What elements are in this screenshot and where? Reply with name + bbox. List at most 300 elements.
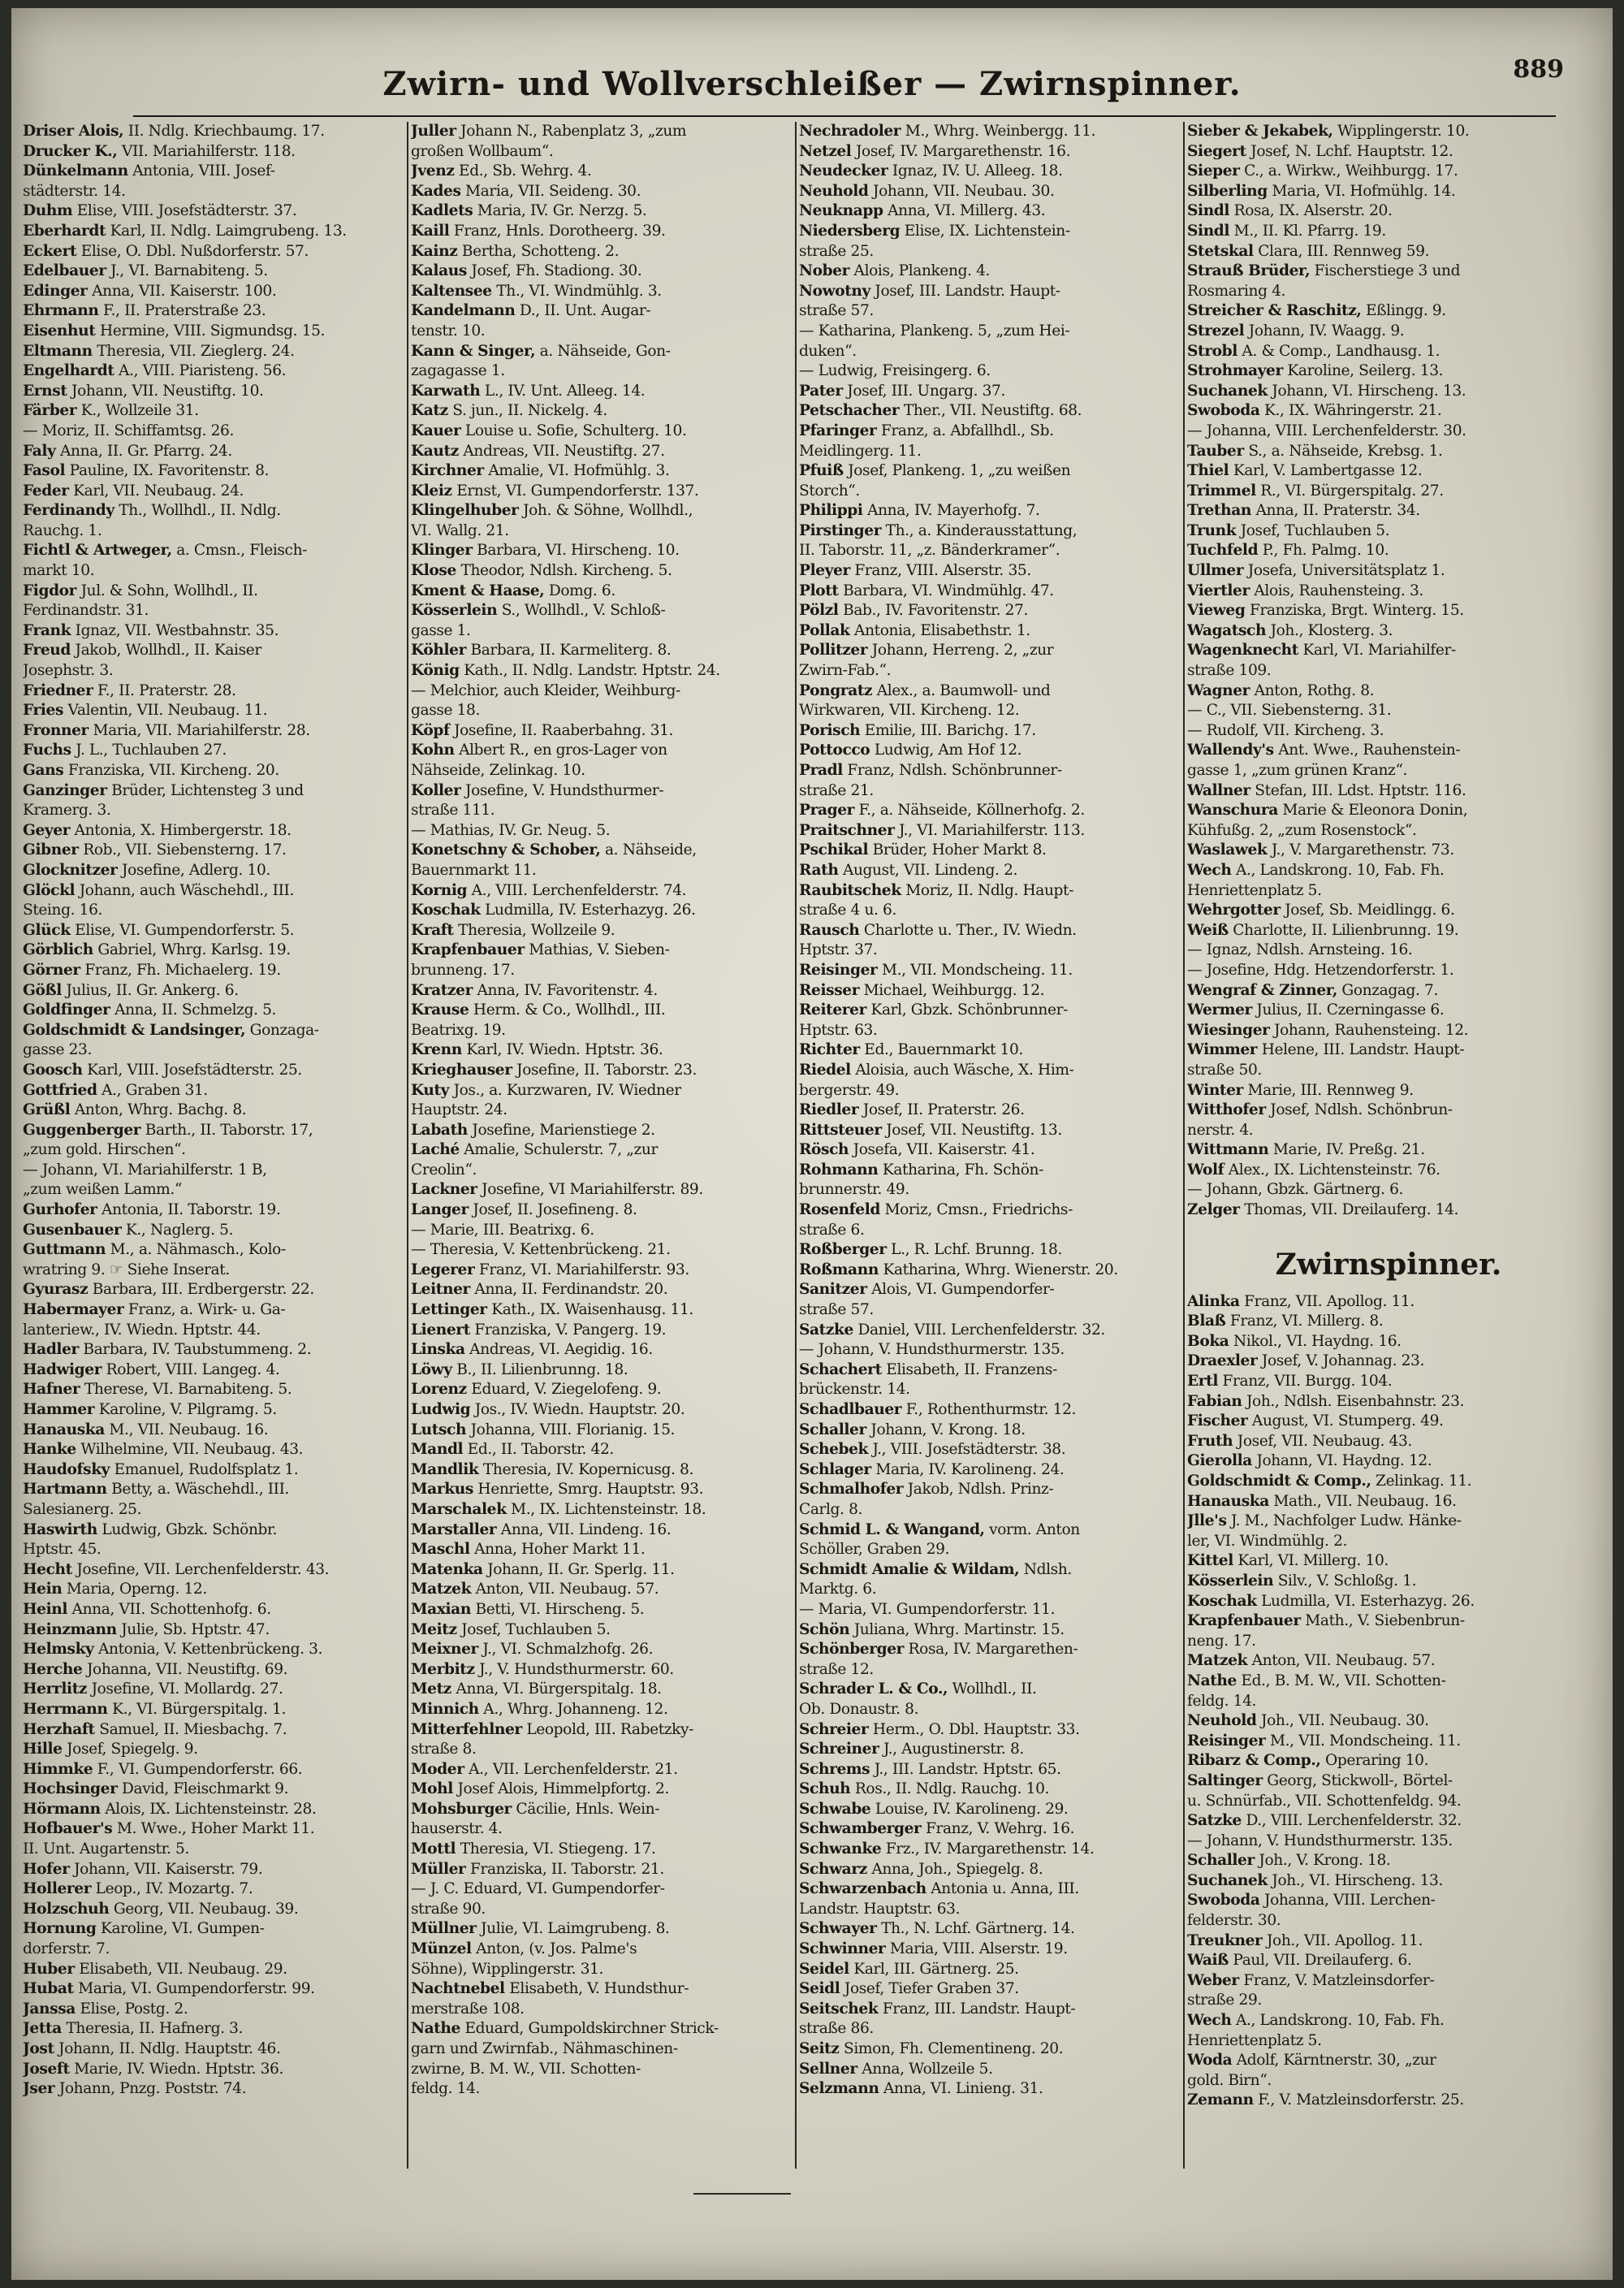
entry-address: A., VIII. Piaristeng. 56. xyxy=(114,362,287,380)
directory-entry xyxy=(411,1960,793,1980)
directory-entry xyxy=(1187,2091,1590,2111)
entry-name: Pschikal xyxy=(799,841,869,859)
entry-address: Ros., II. Ndlg. Rauchg. 10. xyxy=(850,1780,1050,1798)
entry-name: Minnich xyxy=(411,1700,479,1718)
entry-name: Woda xyxy=(1187,2052,1233,2070)
directory-entry xyxy=(23,1760,404,1780)
directory-entry xyxy=(23,1360,404,1381)
entry-address: Simon, Fh. Clementineng. 20. xyxy=(839,2040,1064,2057)
entry-name: Freud xyxy=(23,642,71,660)
entry-name: Schwamberger xyxy=(799,1820,922,1838)
directory-entry xyxy=(799,182,1181,202)
directory-entry xyxy=(23,681,404,702)
entry-address: Johann, II. Ndlg. Hauptstr. 46. xyxy=(54,2040,281,2057)
directory-entry xyxy=(411,1979,793,2000)
directory-entry xyxy=(23,1121,404,1141)
directory-entry xyxy=(799,1140,1181,1161)
directory-entry xyxy=(1187,741,1590,761)
directory-entry xyxy=(23,881,404,902)
entry-address: Josephstr. 3. xyxy=(23,662,114,680)
directory-entry xyxy=(799,122,1181,142)
entry-name: Laché xyxy=(411,1141,460,1159)
directory-entry xyxy=(23,601,404,621)
entry-address: straße 25. xyxy=(799,242,874,260)
entry-name: Seitschek xyxy=(799,2000,879,2018)
directory-entry xyxy=(411,182,793,202)
directory-entry xyxy=(799,2000,1181,2020)
entry-address: Betty, a. Wäschehdl., III. xyxy=(106,1481,290,1499)
entry-address: Söhne), Wipplingerstr. 31. xyxy=(411,1960,604,1978)
entry-name: Riedler xyxy=(799,1101,859,1119)
entry-address: straße 86. xyxy=(799,2020,874,2038)
entry-address: Andreas, VII. Neustiftg. 27. xyxy=(458,442,665,460)
directory-entry xyxy=(411,201,793,222)
directory-entry xyxy=(411,601,793,621)
directory-entry xyxy=(1187,1651,1590,1672)
entry-address: Rauchg. 1. xyxy=(23,521,102,539)
entry-address: K., IX. Währingerstr. 21. xyxy=(1259,402,1442,420)
directory-entry xyxy=(1187,482,1590,502)
directory-entry xyxy=(411,541,793,561)
directory-entry xyxy=(23,1520,404,1541)
directory-entry xyxy=(23,661,404,681)
entry-name: Ertl xyxy=(1187,1373,1219,1391)
entry-address: Josef Alois, Himmelpfortg. 2. xyxy=(452,1780,669,1798)
entry-name: Janssa xyxy=(23,2000,76,2018)
entry-name: Geyer xyxy=(23,821,71,839)
directory-entry xyxy=(411,301,793,322)
entry-address: Nähseide, Zelinkag. 10. xyxy=(411,762,585,779)
directory-entry xyxy=(411,1221,793,1241)
directory-entry xyxy=(799,1819,1181,1840)
entry-address: Jos., IV. Wiedn. Hauptstr. 20. xyxy=(470,1401,685,1418)
entry-address: Anna, VII. Kaiserstr. 100. xyxy=(87,282,277,300)
entry-address: Anna, Wollzeile 5. xyxy=(857,2060,993,2078)
entry-name: Hadler xyxy=(23,1341,79,1359)
directory-entry xyxy=(1187,282,1590,302)
directory-entry xyxy=(1187,561,1590,582)
directory-entry xyxy=(1187,1200,1590,1221)
entry-address: Wipplingerstr. 10. xyxy=(1332,123,1470,140)
directory-entry xyxy=(799,781,1181,802)
entry-address: M., a. Nähmasch., Kolo- xyxy=(106,1241,286,1259)
directory-entry xyxy=(23,461,404,482)
entry-name: Wiesinger xyxy=(1187,1021,1270,1039)
entry-name: Seidl xyxy=(799,1980,840,1998)
directory-entry xyxy=(1187,1412,1590,1432)
entry-address: Samuel, II. Miesbachg. 7. xyxy=(94,1720,287,1738)
directory-entry xyxy=(411,322,793,342)
entry-name: Vieweg xyxy=(1187,602,1246,620)
entry-address: gold. Birn“. xyxy=(1187,2071,1272,2089)
entry-address: Johann, V. Krong. 18. xyxy=(866,1421,1026,1438)
directory-entry xyxy=(23,781,404,802)
directory-entry xyxy=(23,2039,404,2060)
entry-address: Ed., Sb. Wehrg. 4. xyxy=(454,162,592,180)
entry-address: Zwirn-Fab.“. xyxy=(799,662,892,680)
entry-name: Goldschmidt & Landsinger, xyxy=(23,1021,246,1039)
entry-address: Therese, VI. Barnabiteng. 5. xyxy=(80,1381,292,1399)
entry-name: Hecht xyxy=(23,1560,72,1578)
entry-address: David, Fleischmarkt 9. xyxy=(117,1780,289,1798)
entry-address: K., VI. Bürgerspitalg. 1. xyxy=(107,1700,286,1718)
entry-name: Wech xyxy=(1187,2012,1232,2030)
directory-entry xyxy=(411,282,793,302)
entry-address: M., VII. Mondscheing. 11. xyxy=(1265,1732,1461,1750)
entry-name: Herzhaft xyxy=(23,1720,95,1738)
entry-address: brückenstr. 14. xyxy=(799,1381,910,1399)
entry-address: Betti, VI. Hirscheng. 5. xyxy=(470,1600,645,1618)
directory-entry xyxy=(1187,1771,1590,1792)
entry-name: Krieghauser xyxy=(411,1061,512,1079)
entry-name: Görner xyxy=(23,961,80,979)
directory-entry xyxy=(1187,941,1590,961)
entry-name: Ferdinandy xyxy=(23,502,114,520)
directory-entry xyxy=(411,1021,793,1041)
entry-address: Josefine, Marienstiege 2. xyxy=(467,1121,655,1139)
entry-name: Juller xyxy=(411,123,456,140)
entry-address: Jos., a. Kurzwaren, IV. Wiedner xyxy=(449,1081,681,1099)
entry-address: Ludmilla, IV. Esterhazyg. 26. xyxy=(480,902,696,919)
entry-address: Franz, a. Wirk- u. Ga- xyxy=(123,1301,286,1319)
entry-name: Haudofsky xyxy=(23,1460,110,1478)
directory-entry xyxy=(23,282,404,302)
directory-entry xyxy=(1187,1832,1590,1852)
entry-name: Wagatsch xyxy=(1187,621,1267,639)
directory-entry xyxy=(411,122,793,142)
entry-address: Joh., VII. Apollog. 11. xyxy=(1262,1931,1423,1949)
directory-entry xyxy=(1187,761,1590,781)
entry-address: Th., a. Kinderausstattung, xyxy=(881,521,1078,539)
entry-address: F., VI. Gumpendorferstr. 66. xyxy=(93,1760,303,1778)
directory-entry xyxy=(799,1280,1181,1300)
directory-entry xyxy=(799,422,1181,442)
directory-entry xyxy=(411,2039,793,2060)
entry-address: Josefine, VI. Mollardg. 27. xyxy=(87,1680,283,1698)
directory-entry xyxy=(799,1740,1181,1760)
directory-entry xyxy=(799,1440,1181,1460)
entry-address: August, VI. Stumperg. 49. xyxy=(1247,1412,1444,1430)
directory-entry xyxy=(23,2019,404,2039)
entry-name: Meixner xyxy=(411,1641,478,1659)
entry-address: — Theresia, V. Kettenbrückeng. 21. xyxy=(411,1241,671,1259)
entry-address: Kath., II. Ndlg. Landstr. Hptstr. 24. xyxy=(459,662,720,680)
directory-entry xyxy=(23,621,404,642)
directory-entry xyxy=(1187,222,1590,242)
entry-address: Herm. & Co., Wollhdl., III. xyxy=(469,1001,666,1019)
entry-address: Maria, VIII. Alserstr. 19. xyxy=(885,1940,1068,1958)
entry-name: Langer xyxy=(411,1201,469,1219)
directory-entry xyxy=(1187,361,1590,382)
entry-address: VI. Wallg. 21. xyxy=(411,521,509,539)
directory-entry xyxy=(23,1600,404,1620)
entry-address: Michael, Weihburgg. 12. xyxy=(859,981,1045,999)
entry-address: Karoline, Seilerg. 13. xyxy=(1282,362,1444,380)
entry-name: Lorenz xyxy=(411,1381,467,1399)
entry-address: Elise, O. Dbl. Nußdorferstr. 57. xyxy=(76,242,309,260)
entry-address: Ant. Wwe., Rauhenstein- xyxy=(1273,742,1461,759)
directory-entry xyxy=(23,1819,404,1840)
directory-entry xyxy=(23,1640,404,1660)
entry-address: Antonia, VIII. Josef- xyxy=(127,162,275,180)
entry-address: D., II. Unt. Augar- xyxy=(515,302,651,320)
entry-name: Wanschura xyxy=(1187,802,1278,820)
directory-entry xyxy=(411,921,793,941)
directory-entry xyxy=(411,242,793,262)
entry-address: Anton, VII. Neubaug. 57. xyxy=(471,1581,659,1598)
entry-name: Sanitzer xyxy=(799,1281,867,1299)
entry-name: Krenn xyxy=(411,1041,462,1059)
entry-address: Jul. & Sohn, Wollhdl., II. xyxy=(76,582,258,599)
entry-address: Johann, VII. Kaiserstr. 79. xyxy=(69,1860,263,1878)
directory-entry xyxy=(23,501,404,521)
entry-address: — Johanna, VIII. Lerchenfelderstr. 30. xyxy=(1187,422,1466,439)
entry-name: Kaill xyxy=(411,222,450,240)
entry-address: Joh., VII. Neubaug. 30. xyxy=(1256,1712,1429,1730)
entry-address: Johann, IV. Waagg. 9. xyxy=(1244,322,1405,340)
entry-address: Meidlingerg. 11. xyxy=(799,442,922,460)
entry-address: Wollhdl., II. xyxy=(948,1680,1037,1698)
directory-entry xyxy=(799,1001,1181,1021)
entry-name: Rösch xyxy=(799,1141,849,1159)
entry-address: Anna, VI. Linieng. 31. xyxy=(879,2080,1043,2098)
directory-entry xyxy=(23,921,404,941)
directory-entry xyxy=(1187,1732,1590,1752)
entry-name: Hornung xyxy=(23,1920,97,1938)
directory-entry xyxy=(1187,442,1590,462)
entry-name: Pongratz xyxy=(799,681,873,699)
entry-name: Feder xyxy=(23,482,69,500)
entry-name: König xyxy=(411,662,460,680)
entry-address: Schöller, Graben 29. xyxy=(799,1541,950,1559)
directory-entry xyxy=(799,1021,1181,1041)
column-4 xyxy=(1187,122,1590,2169)
directory-entry xyxy=(23,1660,404,1680)
entry-address: — Maria, VI. Gumpendorferstr. 11. xyxy=(799,1600,1056,1618)
entry-name: Schrems xyxy=(799,1760,870,1778)
directory-entry xyxy=(799,601,1181,621)
entry-address: Josefine, VII. Lerchenfelderstr. 43. xyxy=(71,1560,330,1578)
directory-entry xyxy=(799,741,1181,761)
entry-name: Reiterer xyxy=(799,1001,866,1019)
entry-name: Heinzmann xyxy=(23,1620,117,1638)
entry-name: Reisinger xyxy=(799,961,878,979)
directory-entry xyxy=(411,162,793,182)
entry-name: Fichtl & Artweger, xyxy=(23,542,172,560)
directory-entry xyxy=(1187,621,1590,642)
directory-entry xyxy=(799,1081,1181,1101)
directory-entry xyxy=(23,182,404,202)
entry-address: Barbara, III. Erdbergerstr. 22. xyxy=(88,1281,314,1299)
entry-address: Joh., Klosterg. 3. xyxy=(1266,621,1393,639)
entry-name: Merbitz xyxy=(411,1660,475,1678)
entry-address: a. Nähseide, Gon- xyxy=(535,342,671,360)
directory-entry xyxy=(1187,1811,1590,1832)
entry-name: Hörmann xyxy=(23,1800,101,1818)
entry-address: Henriettenplatz 5. xyxy=(1187,881,1322,899)
entry-address: Joh., VI. Hirscheng. 13. xyxy=(1267,1871,1443,1889)
directory-entry xyxy=(1187,1711,1590,1732)
entry-name: Neuhold xyxy=(1187,1712,1257,1730)
entry-name: Selzmann xyxy=(799,2080,879,2098)
directory-entry xyxy=(23,162,404,182)
entry-address: straße 4 u. 6. xyxy=(799,902,896,919)
entry-address: Bauernmarkt 11. xyxy=(411,861,537,879)
directory-entry xyxy=(23,801,404,821)
entry-name: Glöckl xyxy=(23,881,76,899)
entry-name: Goldschmidt & Comp., xyxy=(1187,1473,1371,1490)
directory-entry xyxy=(23,582,404,602)
directory-entry xyxy=(411,1101,793,1121)
entry-address: Robert, VIII. Langeg. 4. xyxy=(102,1360,280,1378)
entry-address: straße 111. xyxy=(411,802,495,820)
entry-address: K., Wollzeile 31. xyxy=(76,402,199,420)
entry-address: Alex., IX. Lichtensteinstr. 76. xyxy=(1224,1161,1440,1179)
entry-name: Pfuiß xyxy=(799,462,844,480)
entry-name: Schwayer xyxy=(799,1920,877,1938)
entry-address: Karl, VI. Millerg. 10. xyxy=(1233,1552,1389,1570)
directory-entry xyxy=(799,1240,1181,1261)
entry-address: Henriettenplatz 5. xyxy=(1187,2031,1322,2049)
entry-name: Trimmel xyxy=(1187,482,1256,500)
entry-name: Praitschner xyxy=(799,821,895,839)
entry-address: F., V. Matzleinsdorferstr. 25. xyxy=(1253,2091,1464,2109)
directory-entry xyxy=(411,1640,793,1660)
directory-entry xyxy=(411,901,793,921)
entry-address: Hptstr. 45. xyxy=(23,1541,102,1559)
directory-entry xyxy=(411,1140,793,1161)
directory-entry xyxy=(799,921,1181,941)
entry-address: J., III. Landstr. Hptstr. 65. xyxy=(870,1760,1061,1778)
entry-address: Karl, II. Ndlg. Laimgrubeng. 13. xyxy=(106,222,347,240)
entry-name: Kösserlein xyxy=(1187,1572,1274,1589)
entry-address: straße 8. xyxy=(411,1741,477,1758)
entry-name: Schaller xyxy=(799,1421,866,1438)
directory-entry xyxy=(1187,1180,1590,1200)
directory-entry xyxy=(799,1360,1181,1381)
entry-address: Juliana, Whrg. Martinstr. 15. xyxy=(849,1620,1065,1638)
entry-address: Amalie, VI. Hofmühlg. 3. xyxy=(483,462,670,480)
directory-entry xyxy=(1187,1001,1590,1021)
entry-name: Fuchs xyxy=(23,742,71,759)
entry-address: Adolf, Kärntnerstr. 30, „zur xyxy=(1232,2052,1436,2070)
entry-name: Heinl xyxy=(23,1600,68,1618)
directory-entry xyxy=(411,2019,793,2039)
entry-address: straße 29. xyxy=(1187,1992,1262,2009)
entry-address: Elisabeth, V. Hundsthur- xyxy=(504,1980,689,1998)
entry-address: Josef, VII. Neubaug. 43. xyxy=(1233,1432,1412,1450)
entry-name: Weiß xyxy=(1187,921,1229,939)
directory-entry xyxy=(799,1261,1181,1281)
directory-entry xyxy=(23,861,404,881)
entry-address: lanteriew., IV. Wiedn. Hptstr. 44. xyxy=(23,1321,261,1339)
entry-address: Georg, VII. Neubaug. 39. xyxy=(109,1900,299,1918)
entry-name: Wagner xyxy=(1187,681,1250,699)
directory-entry xyxy=(411,1261,793,1281)
entry-name: Klose xyxy=(411,562,456,580)
entry-name: Hille xyxy=(23,1741,63,1758)
directory-entry xyxy=(799,901,1181,921)
entry-name: Edelbauer xyxy=(23,262,106,280)
entry-name: Huber xyxy=(23,1960,75,1978)
entry-address: Anna, Hoher Markt 11. xyxy=(469,1541,646,1559)
entry-address: Marie, III. Rennweg 9. xyxy=(1242,1081,1414,1099)
directory-entry xyxy=(411,1660,793,1680)
directory-entry xyxy=(799,541,1181,561)
entry-address: Ed., Bauernmarkt 10. xyxy=(859,1041,1023,1059)
entry-address: Carlg. 8. xyxy=(799,1500,863,1518)
directory-entry xyxy=(799,701,1181,721)
entry-address: Johann, Rauhensteing. 12. xyxy=(1269,1021,1469,1039)
directory-entry xyxy=(23,1200,404,1221)
entry-name: Jlle's xyxy=(1187,1512,1227,1530)
directory-entry xyxy=(23,1140,404,1161)
entry-address: Anna, IV. Mayerhofg. 7. xyxy=(862,502,1040,520)
entry-name: Gierolla xyxy=(1187,1452,1252,1470)
directory-entry xyxy=(799,1480,1181,1500)
directory-entry xyxy=(23,322,404,342)
entry-name: Hofer xyxy=(23,1860,70,1878)
directory-entry xyxy=(1187,382,1590,402)
entry-address: Josef, IV. Margarethenstr. 16. xyxy=(851,142,1071,160)
entry-name: Matzek xyxy=(1187,1652,1248,1670)
directory-entry xyxy=(23,1221,404,1241)
entry-address: Anna, IV. Favoritenstr. 4. xyxy=(472,981,658,999)
entry-address: Rosmaring 4. xyxy=(1187,282,1286,300)
entry-name: Nowotny xyxy=(799,282,870,300)
entry-name: Kades xyxy=(411,182,461,200)
directory-entry xyxy=(799,821,1181,841)
entry-address: Math., V. Siebenbrun- xyxy=(1300,1612,1465,1630)
entry-address: D., VIII. Lerchenfelderstr. 32. xyxy=(1241,1812,1462,1830)
directory-entry xyxy=(799,561,1181,582)
entry-address: — Ludwig, Freisingerg. 6. xyxy=(799,362,991,380)
directory-entry xyxy=(1187,901,1590,921)
entry-address: — Moriz, II. Schiffamtsg. 26. xyxy=(23,422,234,439)
entry-address: gasse 18. xyxy=(411,702,480,720)
entry-address: Josef, III. Ungarg. 37. xyxy=(842,382,1005,400)
entry-name: Pater xyxy=(799,382,843,400)
directory-entry xyxy=(1187,122,1590,142)
entry-address: C., a. Wirkw., Weihburgg. 17. xyxy=(1239,162,1458,180)
directory-entry xyxy=(799,1700,1181,1720)
entry-name: Kösserlein xyxy=(411,602,498,620)
entry-name: Hochsinger xyxy=(23,1780,118,1798)
directory-entry xyxy=(799,881,1181,902)
directory-entry xyxy=(1187,1551,1590,1572)
entry-address: Zelinkag. 11. xyxy=(1371,1473,1472,1490)
directory-entry xyxy=(411,1321,793,1341)
entry-name: Treukner xyxy=(1187,1931,1263,1949)
directory-entry xyxy=(23,482,404,502)
directory-entry xyxy=(799,222,1181,242)
entry-name: Petschacher xyxy=(799,402,900,420)
entry-address: neng. 17. xyxy=(1187,1632,1256,1650)
entry-name: Hadwiger xyxy=(23,1360,102,1378)
directory-entry xyxy=(23,1300,404,1321)
directory-entry xyxy=(411,1240,793,1261)
directory-entry xyxy=(411,1780,793,1800)
entry-address: — Melchior, auch Kleider, Weihburg- xyxy=(411,681,680,699)
entry-name: Kandelmann xyxy=(411,302,516,320)
directory-entry xyxy=(411,1760,793,1780)
directory-entry xyxy=(1187,1611,1590,1632)
entry-name: Mandlik xyxy=(411,1460,479,1478)
entry-name: Rath xyxy=(799,861,839,879)
entry-address: Louise, IV. Karolineng. 29. xyxy=(870,1800,1069,1818)
entry-address: Franz, V. Wehrg. 16. xyxy=(921,1820,1075,1838)
directory-entry xyxy=(411,382,793,402)
